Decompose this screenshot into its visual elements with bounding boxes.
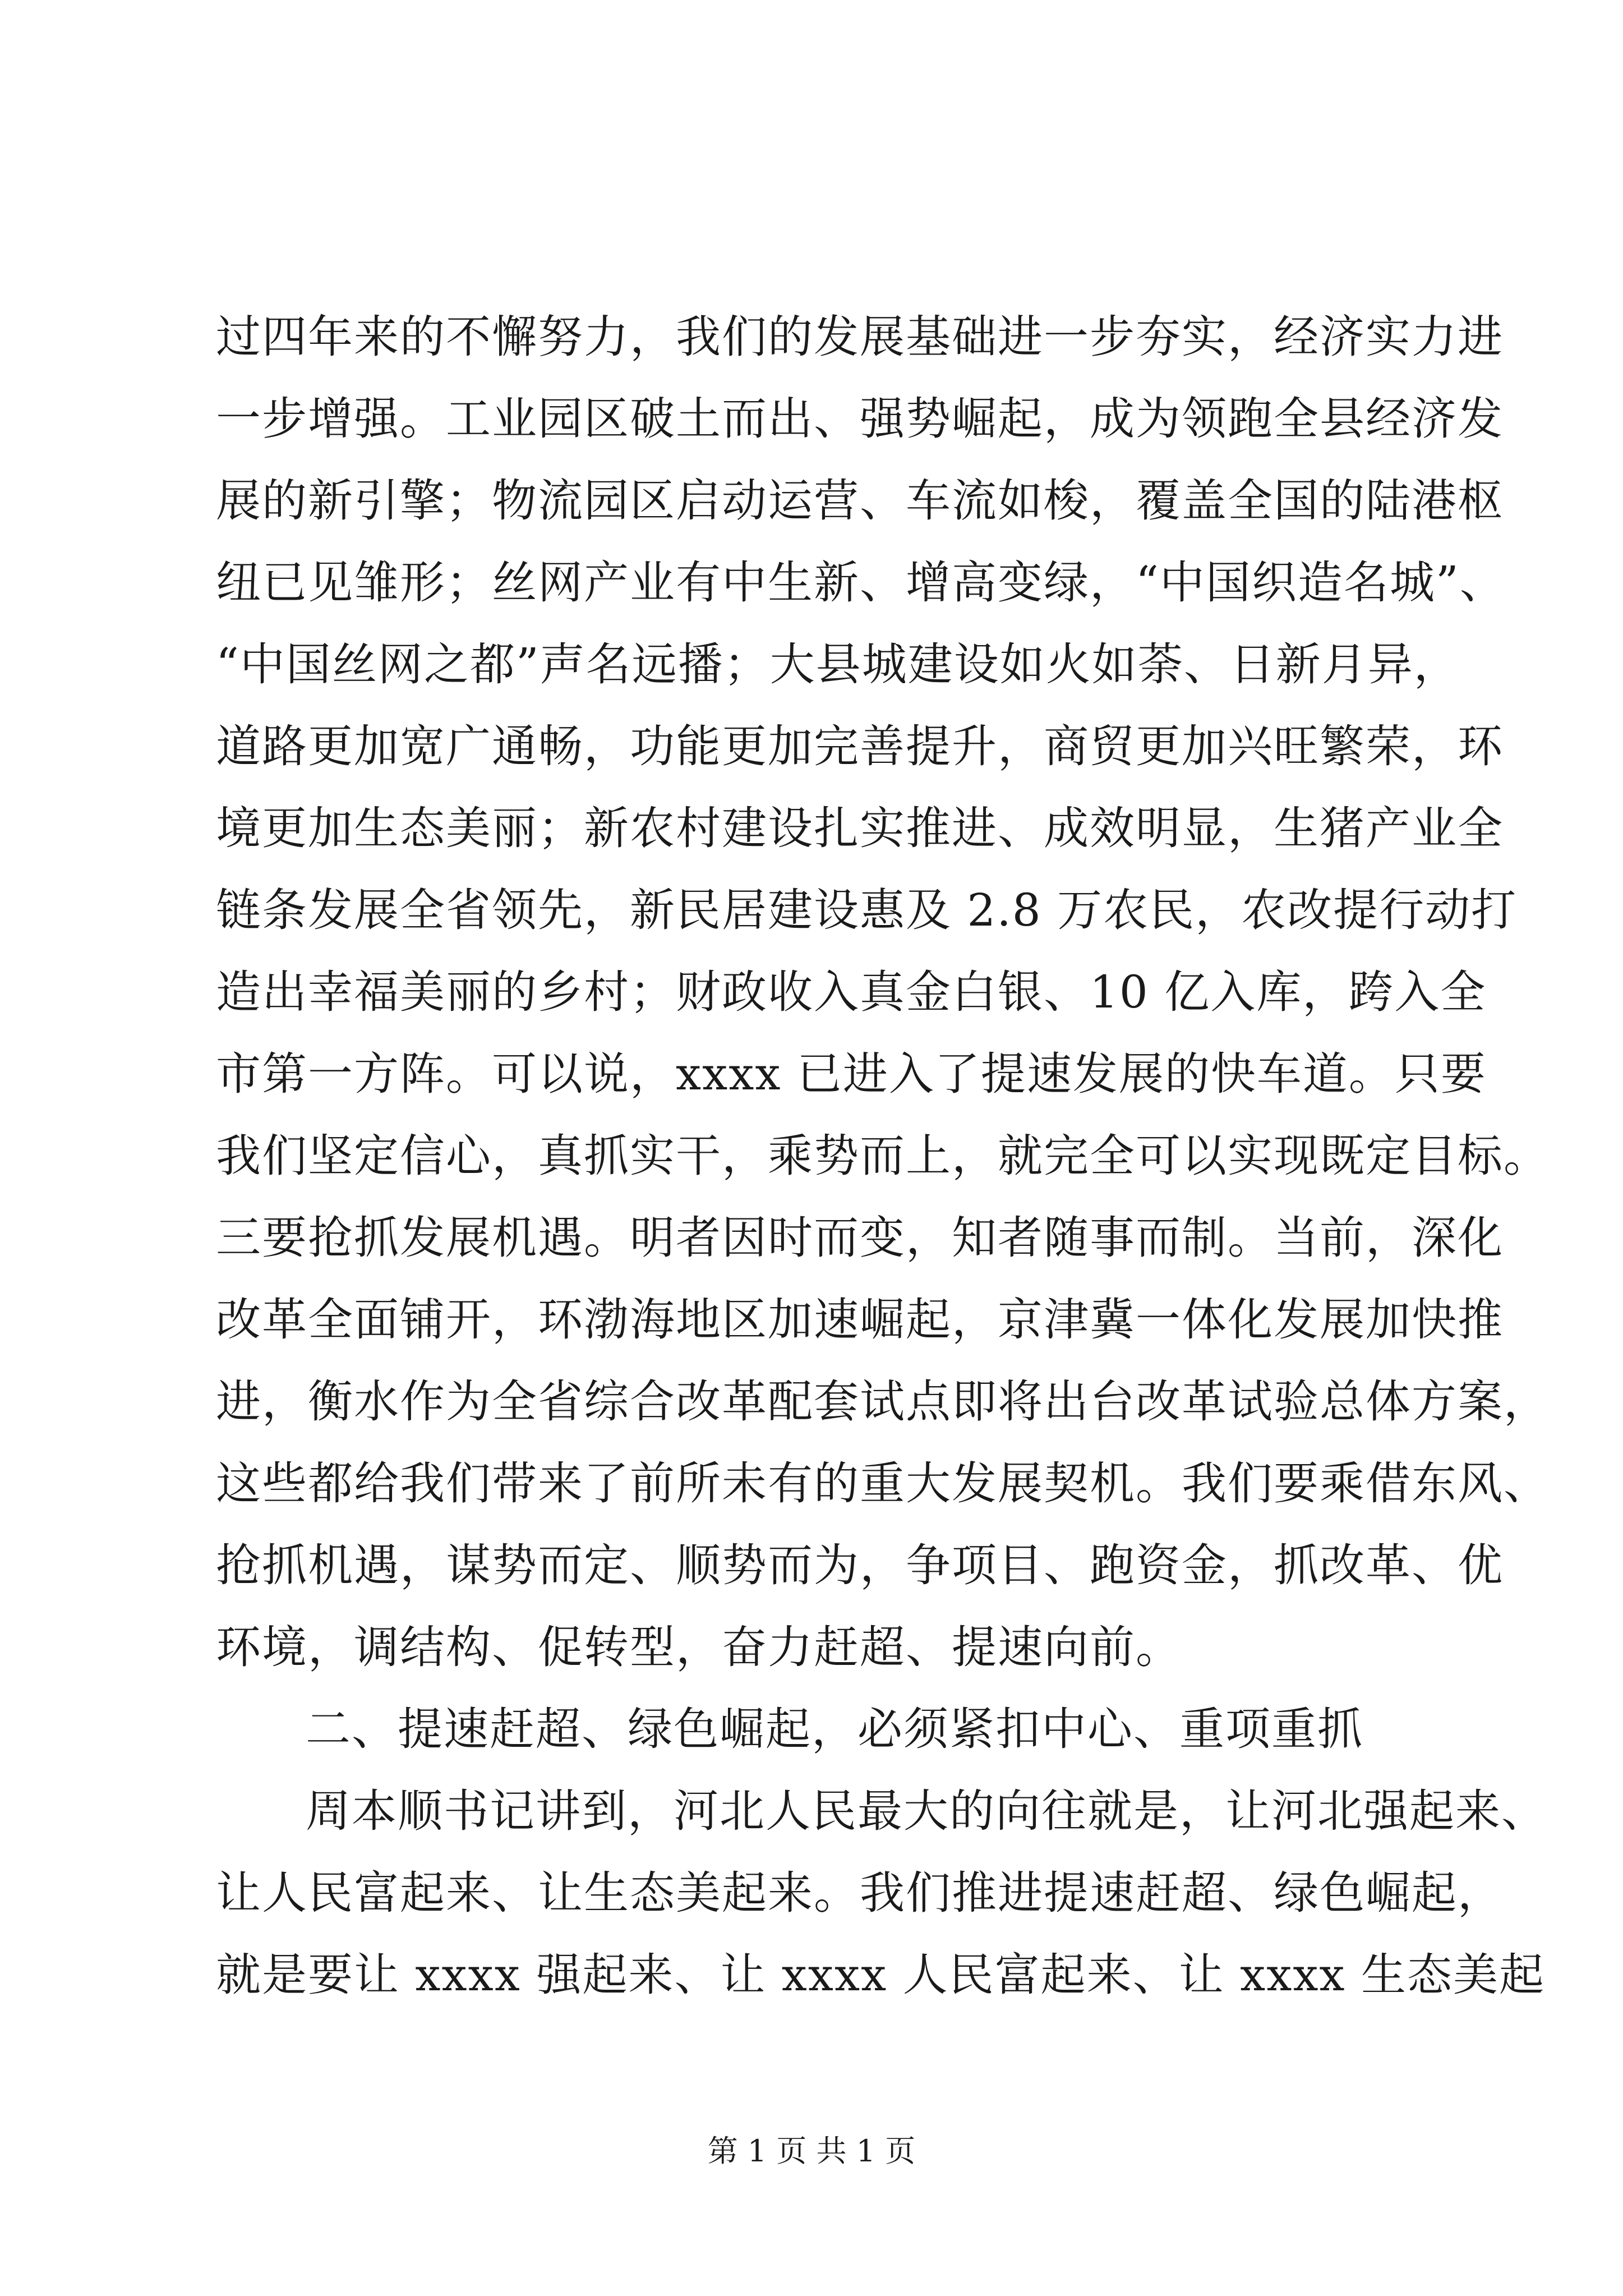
text-line: 三要抢抓发展机遇。明者因时而变，知者随事而制。当前，深化 xyxy=(216,1212,1504,1264)
text-line: 抢抓机遇，谋势而定、顺势而为，争项目、跑资金，抓改革、优 xyxy=(216,1539,1504,1591)
text-line: 一步增强。工业园区破土而出、强势崛起，成为领跑全县经济发 xyxy=(216,393,1504,445)
text-line: 市第一方阵。可以说，xxxx 已进入了提速发展的快车道。只要 xyxy=(216,1048,1487,1100)
section-heading: 二、提速赶超、绿色崛起，必须紧扣中心、重项重抓 xyxy=(306,1703,1363,1755)
page-footer xyxy=(0,2132,1623,2171)
page-number-label: 第 1 页 共 1 页 xyxy=(707,2133,916,2169)
text-line: 改革全面铺开，环渤海地区加速崛起，京津冀一体化发展加快推 xyxy=(216,1294,1504,1346)
body-text xyxy=(216,296,1550,2016)
text-line: 就是要让 xxxx 强起来、让 xxxx 人民富起来、让 xxxx 生态美起 xyxy=(216,1949,1545,2001)
text-line: 链条发展全省领先，新民居建设惠及 2.8 万农民，农改提行动打 xyxy=(216,884,1518,936)
text-line: 纽已见雏形；丝网产业有中生新、增高变绿，“中国织造名城”、 xyxy=(216,556,1506,609)
text-line: 展的新引擎；物流园区启动运营、车流如梭，覆盖全国的陆港枢 xyxy=(216,475,1504,527)
text-line: 道路更加宽广通畅，功能更加完善提升，商贸更加兴旺繁荣，环 xyxy=(216,720,1504,772)
text-line: 造出幸福美丽的乡村；财政收入真金白银、10 亿入库，跨入全 xyxy=(216,966,1487,1018)
text-line: 这些都给我们带来了前所未有的重大发展契机。我们要乘借东风、 xyxy=(216,1457,1550,1510)
text-line: 境更加生态美丽；新农村建设扎实推进、成效明显，生猪产业全 xyxy=(216,802,1504,854)
text-line: 环境，调结构、促转型，奋力赶超、提速向前。 xyxy=(216,1621,1182,1673)
text-line: “中国丝网之都”声名远播；大县城建设如火如荼、日新月异， xyxy=(216,638,1460,691)
text-line: 过四年来的不懈努力，我们的发展基础进一步夯实，经济实力进 xyxy=(216,311,1504,363)
text-line: 进，衡水作为全省综合改革配套试点即将出台改革试验总体方案， xyxy=(216,1375,1550,1428)
text-line: 周本顺书记讲到，河北人民最大的向往就是，让河北强起来、 xyxy=(306,1785,1547,1837)
text-line: 我们坚定信心，真抓实干，乘势而上，就完全可以实现既定目标。 xyxy=(216,1130,1550,1182)
text-line: 让人民富起来、让生态美起来。我们推进提速赶超、绿色崛起， xyxy=(216,1867,1504,1919)
